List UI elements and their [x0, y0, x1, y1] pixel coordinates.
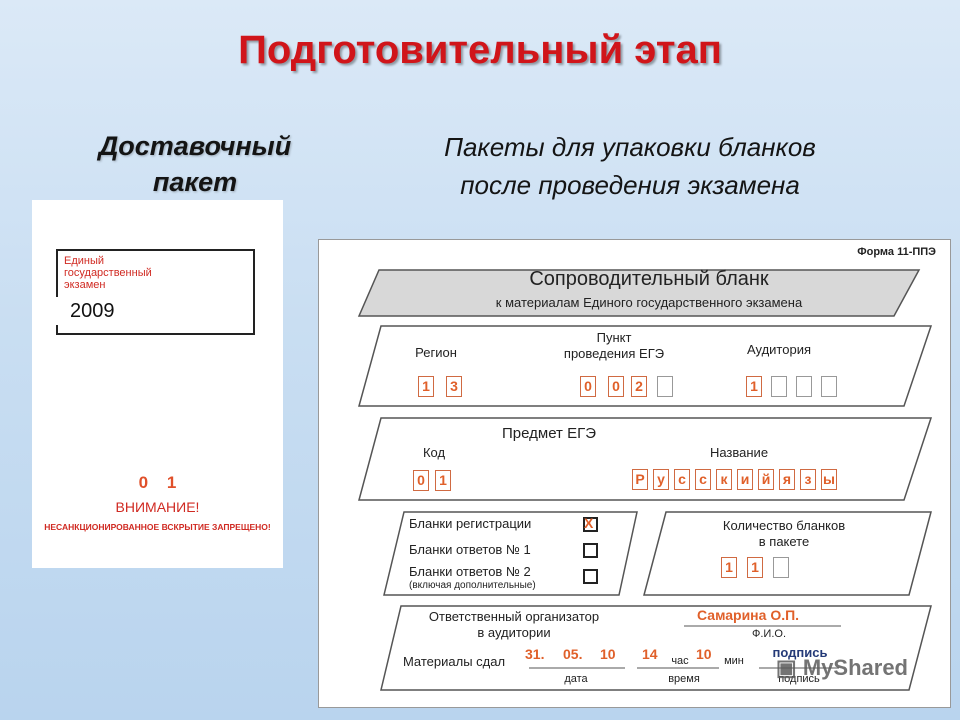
subject-name-cell[interactable]: ы: [821, 469, 837, 490]
region-label: Регион: [415, 345, 457, 360]
forms-count-cell[interactable]: [773, 557, 789, 578]
watermark-logo: [776, 655, 908, 681]
package-digit: 0: [138, 473, 149, 492]
handed-over-label: Материалы сдал: [402, 654, 506, 669]
date-year[interactable]: 10: [600, 646, 616, 662]
forms-registration-checkbox[interactable]: [583, 517, 598, 532]
page-title: Подготовительный этап: [238, 28, 722, 72]
package-digits: [32, 473, 283, 493]
time-hour[interactable]: 14: [642, 646, 658, 662]
forms-answers1-checkbox[interactable]: [583, 543, 598, 558]
form-code: Форма 11-ППЭ: [857, 246, 936, 258]
time-label: время: [668, 673, 700, 685]
room-cell[interactable]: [821, 376, 837, 397]
forms-count-cell[interactable]: 1: [747, 557, 763, 578]
package-label-box: [56, 249, 255, 335]
subject-code-cell[interactable]: 1: [435, 470, 451, 491]
package-digit: 1: [166, 473, 177, 492]
package-warning: ВНИМАНИЕ!: [115, 499, 200, 515]
date-month[interactable]: 05.: [563, 646, 583, 662]
fio-label: Ф.И.О.: [752, 628, 786, 640]
forms-count-cell[interactable]: 1: [721, 557, 737, 578]
exam-point-cell[interactable]: 2: [631, 376, 647, 397]
subject-name-cell[interactable]: у: [653, 469, 669, 490]
exam-point-cell[interactable]: [657, 376, 673, 397]
exam-point-cell[interactable]: 0: [580, 376, 596, 397]
hour-label: час: [671, 655, 689, 667]
date-day[interactable]: 31.: [525, 646, 545, 662]
room-cell[interactable]: [771, 376, 787, 397]
region-cell[interactable]: 1: [418, 376, 434, 397]
check-mark: X: [584, 515, 594, 531]
delivery-package-card: [32, 200, 283, 568]
signature-label: подпись: [778, 673, 820, 685]
package-label: Единый государственный экзамен: [64, 255, 152, 291]
subject-title: Предмет ЕГЭ: [502, 425, 596, 442]
organizer-label: Ответственный организатор в аудитории: [428, 609, 600, 640]
form-header-sub: к материалам Единого государственного экзамена: [495, 295, 803, 310]
region-cell[interactable]: 3: [446, 376, 462, 397]
subject-name-cell[interactable]: к: [716, 469, 732, 490]
room-label: Аудитория: [746, 342, 811, 357]
forms-registration-label: Бланки регистрации: [409, 516, 532, 531]
minute-label: мин: [724, 655, 744, 667]
room-cell[interactable]: [796, 376, 812, 397]
accompanying-form: [318, 239, 951, 708]
subject-name-cell[interactable]: Р: [632, 469, 648, 490]
subject-name-cell[interactable]: и: [737, 469, 753, 490]
exam-point-label: Пункт проведения ЕГЭ: [563, 330, 665, 361]
form-header-title: Сопроводительный бланк: [529, 268, 769, 290]
package-year: 2009: [56, 297, 170, 325]
time-minute[interactable]: 10: [696, 646, 712, 662]
watermark-icon: ▣: [775, 655, 797, 680]
package-warning-sub: НЕСАНКЦИОНИРОВАННОЕ ВСКРЫТИЕ ЗАПРЕЩЕНО!: [44, 522, 271, 532]
room-cell[interactable]: 1: [746, 376, 762, 397]
exam-point-cell[interactable]: 0: [608, 376, 624, 397]
subject-name-label: Название: [709, 445, 769, 460]
subject-name-cell[interactable]: я: [779, 469, 795, 490]
forms-note: (включая дополнительные): [409, 580, 536, 591]
date-label: дата: [564, 673, 588, 685]
subject-name-cell[interactable]: й: [758, 469, 774, 490]
forms-answers2-label: Бланки ответов № 2: [409, 564, 531, 579]
watermark-text: MyShared: [802, 655, 908, 680]
subject-code-cell[interactable]: 0: [413, 470, 429, 491]
packing-bags-heading: Пакеты для упаковки бланков после проведения экзамена: [444, 132, 816, 200]
subject-code-label: Код: [422, 445, 446, 460]
subject-name-cell[interactable]: с: [695, 469, 711, 490]
signature-value[interactable]: подпись: [772, 645, 828, 660]
forms-answers1-label: Бланки ответов № 1: [409, 542, 531, 557]
forms-answers2-checkbox[interactable]: [583, 569, 598, 584]
forms-count-label: Количество бланков в пакете: [722, 518, 846, 549]
subject-name-cell[interactable]: с: [674, 469, 690, 490]
organizer-name[interactable]: Самарина О.П.: [697, 607, 800, 623]
delivery-package-heading: Доставочный пакет: [98, 131, 292, 197]
subject-name-cell[interactable]: з: [800, 469, 816, 490]
